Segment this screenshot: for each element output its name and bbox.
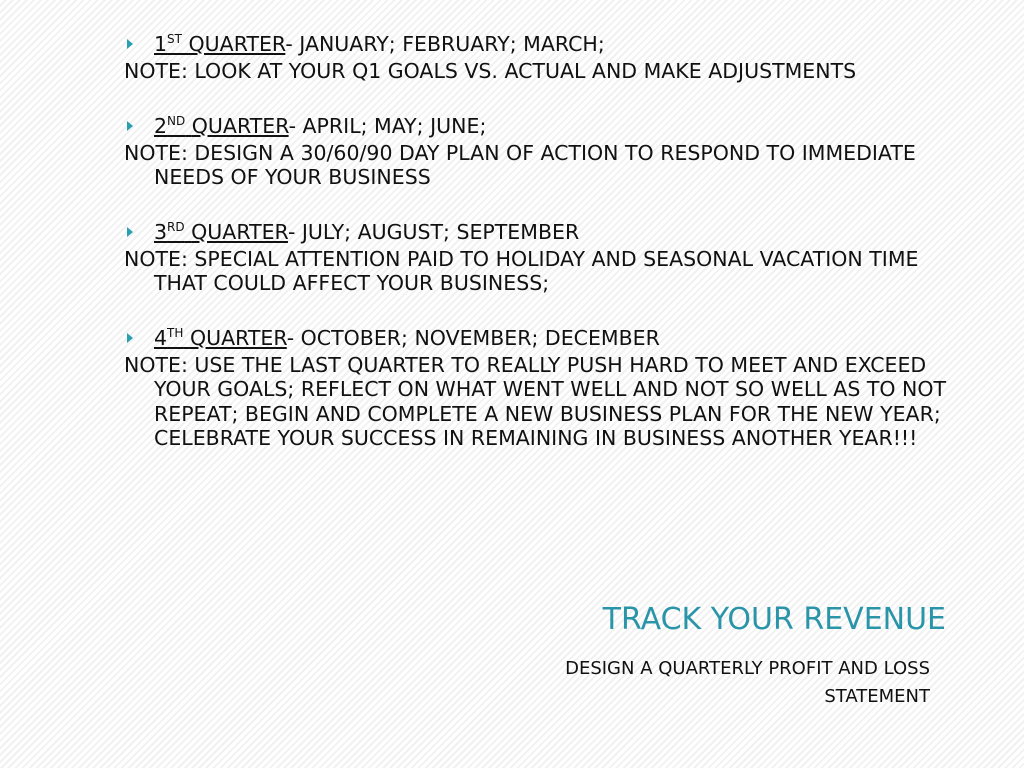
quarter-section-1 bbox=[124, 29, 944, 84]
quarter-word: QUARTER bbox=[189, 325, 287, 350]
quarter-months: - JULY; AUGUST; SEPTEMBER bbox=[287, 219, 580, 244]
quarter-list bbox=[124, 29, 947, 478]
quarter-label bbox=[154, 114, 289, 138]
quarter-heading bbox=[124, 217, 944, 247]
triangle-bullet-icon bbox=[127, 333, 133, 343]
quarter-note: NOTE: DESIGN A 30/60/90 DAY PLAN OF ACTION TO RESPOND TO IMMEDIATE NEEDS OF YOUR BUSINESS bbox=[124, 140, 916, 189]
quarter-number: 1 bbox=[154, 32, 168, 56]
slide-subtitle: DESIGN A QUARTERLY PROFIT AND LOSS STATEMENT bbox=[565, 658, 930, 707]
quarter-ordinal: ST bbox=[167, 32, 182, 46]
triangle-bullet-icon bbox=[127, 121, 133, 131]
triangle-bullet-icon bbox=[127, 39, 133, 49]
quarter-word: QUARTER bbox=[191, 219, 288, 244]
quarter-label bbox=[154, 220, 288, 244]
quarter-word: QUARTER bbox=[191, 113, 289, 138]
quarter-heading bbox=[124, 323, 944, 353]
quarter-note: NOTE: LOOK AT YOUR Q1 GOALS VS. ACTUAL AND MAKE ADJUSTMENTS bbox=[124, 59, 857, 83]
quarter-word: QUARTER bbox=[188, 32, 286, 56]
quarter-months: - JANUARY; FEBRUARY; MARCH; bbox=[285, 32, 605, 56]
quarter-months: - OCTOBER; NOVEMBER; DECEMBER bbox=[286, 325, 660, 350]
quarter-number: 3 bbox=[154, 219, 168, 244]
quarter-note: NOTE: USE THE LAST QUARTER TO REALLY PUSH HARD TO MEET AND EXCEED YOUR GOALS; REFLECT ON WHAT WENT WELL AND NOT SO WELL AS TO NOT REPEAT; BEGIN AND COMPLETE A NEW BUSINESS PLAN FOR THE NEW YEAR; CELEBRATE YOUR SUCCESS IN REMAINING IN BUSINESS ANOTHER YEAR!!! bbox=[124, 352, 947, 450]
quarter-ordinal: TH bbox=[167, 325, 184, 340]
quarter-months: - APRIL; MAY; JUNE; bbox=[288, 113, 487, 138]
quarter-section-2 bbox=[124, 111, 944, 190]
quarter-ordinal: RD bbox=[167, 219, 185, 234]
quarter-label bbox=[154, 326, 287, 350]
quarter-heading bbox=[124, 111, 944, 141]
quarter-heading bbox=[124, 29, 944, 59]
quarter-section-4 bbox=[124, 323, 947, 451]
quarter-note: NOTE: SPECIAL ATTENTION PAID TO HOLIDAY AND SEASONAL VACATION TIME THAT COULD AFFECT YOUR BUSINESS; bbox=[124, 246, 919, 295]
quarter-label bbox=[154, 32, 285, 56]
quarter-ordinal: ND bbox=[167, 113, 186, 128]
slide-title: TRACK YOUR REVENUE bbox=[602, 602, 946, 637]
quarter-section-3 bbox=[124, 217, 944, 296]
quarter-number: 4 bbox=[154, 325, 168, 350]
triangle-bullet-icon bbox=[127, 227, 133, 237]
quarter-number: 2 bbox=[154, 113, 168, 138]
